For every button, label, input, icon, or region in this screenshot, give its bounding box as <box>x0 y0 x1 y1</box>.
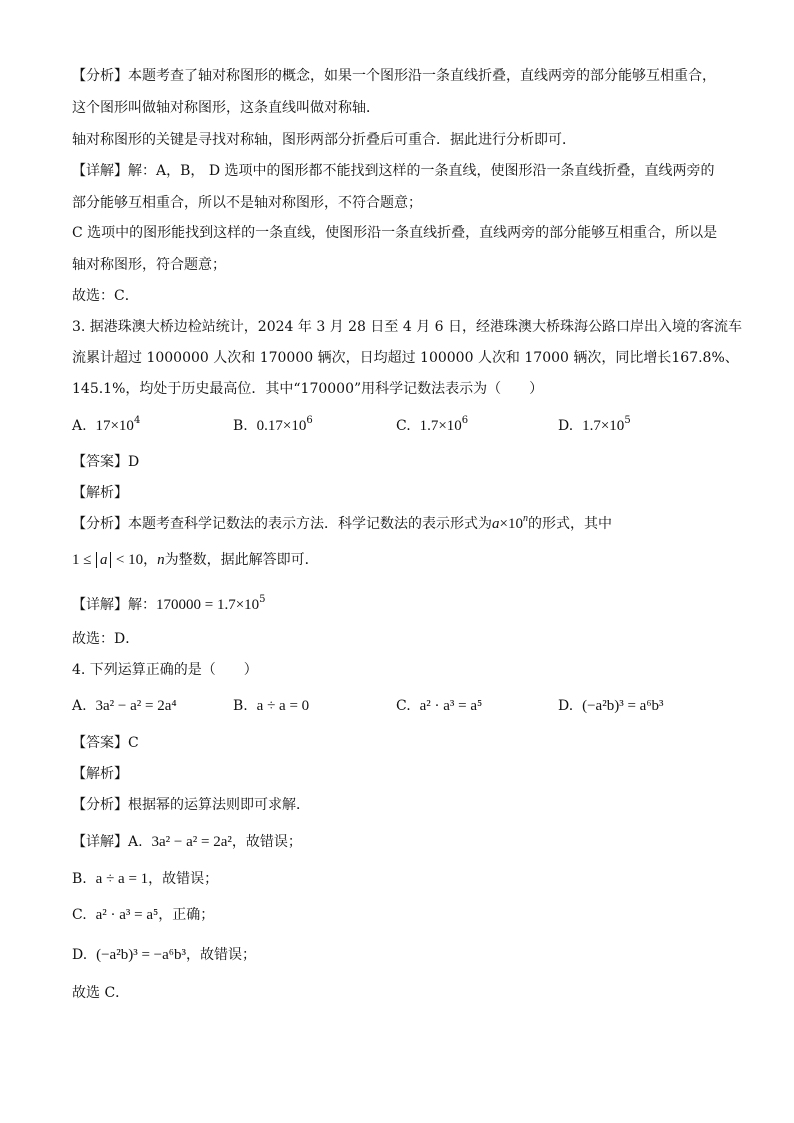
abs-a: a <box>99 552 108 568</box>
q4-detail-c <box>72 904 732 926</box>
q4-stem: 4. 下列运算正确的是（ ） <box>72 662 258 678</box>
q3-option-a <box>72 415 140 437</box>
q3-stem-line-1: 3. 据港珠澳大桥边检站统计，2024 年 3 月 28 日至 4 月 6 日，经港珠澳大桥珠海公路口岸出入境的客流车 <box>72 319 743 335</box>
q4-choice: 故选 C． <box>72 985 130 1001</box>
q3-answer: 【答案】D <box>72 454 140 470</box>
q2-analysis-line-1: 【分析】本题考查了轴对称图形的概念，如果一个图形沿一条直线折叠，直线两旁的部分能够互相重合， <box>72 68 716 84</box>
form-times-ten: ×10 <box>499 516 523 532</box>
option-letter: B. <box>233 698 248 714</box>
form-n: n <box>522 513 528 524</box>
option-value: 1.7×10 <box>582 418 625 434</box>
q3-option-c <box>396 415 468 437</box>
option-exponent: 6 <box>461 415 469 426</box>
q4-option-c <box>396 695 482 717</box>
q2-detail-line-3: C 选项中的图形能找到这样的一条直线，使图形沿一条直线折叠，直线两旁的部分能够互相重合，所以是 <box>72 225 718 241</box>
q4-option-b <box>233 695 309 717</box>
option-value: 3a² − a² = 2a⁴ <box>95 698 177 714</box>
option-value: a² · a³ = a⁵ <box>419 698 483 714</box>
option-exponent: 4 <box>133 415 141 426</box>
q2-analysis-line-3: 轴对称图形的关键是寻找对称轴，图形两部分折叠后可重合．据此进行分析即可． <box>72 132 576 148</box>
detail-label: 【详解】A. <box>72 834 143 850</box>
detail-verdict: ，故错误； <box>231 834 302 850</box>
q4-detail-b <box>72 868 732 890</box>
q4-option-d <box>558 695 664 717</box>
option-exponent: 5 <box>624 415 631 426</box>
detail-label: B. <box>72 871 87 887</box>
comma: ， <box>143 552 158 568</box>
detail-math: 3a² − a² = 2a² <box>151 834 232 850</box>
condition-upper: < 10 <box>115 552 144 568</box>
q2-detail-line-1: 【详解】解：A，B， D 选项中的图形都不能找到这样的一条直线，使图形沿一条直线折叠，直线两旁的 <box>72 163 715 179</box>
option-letter: A. <box>72 418 87 434</box>
option-letter: C. <box>396 698 411 714</box>
detail-math: 170000 = 1.7×10 <box>156 597 260 613</box>
var-n: n <box>157 552 165 568</box>
detail-math: a² · a³ = a⁵ <box>95 907 159 923</box>
option-value: a ÷ a = 0 <box>256 698 310 714</box>
detail-label: D. <box>72 947 88 963</box>
option-letter: D. <box>558 698 574 714</box>
q3-option-d <box>558 415 631 437</box>
q2-detail-line-2: 部分能够互相重合，所以不是轴对称图形，不符合题意； <box>72 195 422 211</box>
q4-answer: 【答案】C <box>72 735 139 751</box>
detail-label: C. <box>72 907 87 923</box>
q4-analysis: 【分析】根据幂的运算法则即可求解． <box>72 797 310 813</box>
q3-stem-line-2: 流累计超过 1000000 人次和 170000 辆次，日均超过 100000 人次和 17000 辆次，同比增长167.8%、 <box>72 350 739 366</box>
q2-choice: 故选：C． <box>72 288 139 304</box>
detail-math: (−a²b)³ = −a⁶b³ <box>96 947 186 963</box>
detail-math: a ÷ a = 1 <box>95 871 149 887</box>
option-letter: A. <box>72 698 87 714</box>
option-value: (−a²b)³ = a⁶b³ <box>582 698 664 714</box>
option-letter: D. <box>558 418 574 434</box>
option-value: 1.7×10 <box>419 418 462 434</box>
detail-verdict: ，故错误； <box>186 947 256 963</box>
option-exponent: 6 <box>306 415 313 426</box>
q3-analysis-line-1 <box>72 514 732 534</box>
condition-text: 为整数，据此解答即可． <box>164 552 319 568</box>
q4-option-a <box>72 695 177 717</box>
scientific-notation-form <box>492 513 528 532</box>
form-a: a <box>492 516 500 532</box>
q3-analysis-text: 【分析】本题考查科学记数法的表示方法．科学记数法的表示形式为 <box>72 516 492 532</box>
q3-jiexi-heading: 【解析】 <box>72 485 128 501</box>
q2-detail-line-4: 轴对称图形，符合题意； <box>72 257 226 273</box>
q3-analysis-text-end: 的形式，其中 <box>527 516 612 532</box>
detail-label: 【详解】解： <box>72 597 156 613</box>
q4-jiexi-heading: 【解析】 <box>72 766 128 782</box>
q3-stem-line-3: 145.1%，均处于历史最高位．其中“170000”用科学记数法表示为（ ） <box>72 381 544 397</box>
detail-verdict: ，故错误； <box>148 871 219 887</box>
option-letter: C. <box>396 418 411 434</box>
q4-detail-a <box>72 831 732 853</box>
detail-verdict: ，正确； <box>158 907 215 923</box>
q3-analysis-line-2 <box>72 549 732 571</box>
option-value: 17×10 <box>95 418 134 434</box>
q3-option-b <box>233 415 313 437</box>
condition-lower: 1 ≤ <box>72 552 92 568</box>
q2-analysis-line-2: 这个图形叫做轴对称图形，这条直线叫做对称轴． <box>72 100 380 116</box>
detail-exponent: 5 <box>259 594 266 605</box>
q3-detail <box>72 594 732 616</box>
option-letter: B. <box>233 418 248 434</box>
q4-detail-d <box>72 944 732 966</box>
option-value: 0.17×10 <box>256 418 307 434</box>
q3-choice: 故选：D． <box>72 631 140 647</box>
absolute-value <box>96 552 112 568</box>
